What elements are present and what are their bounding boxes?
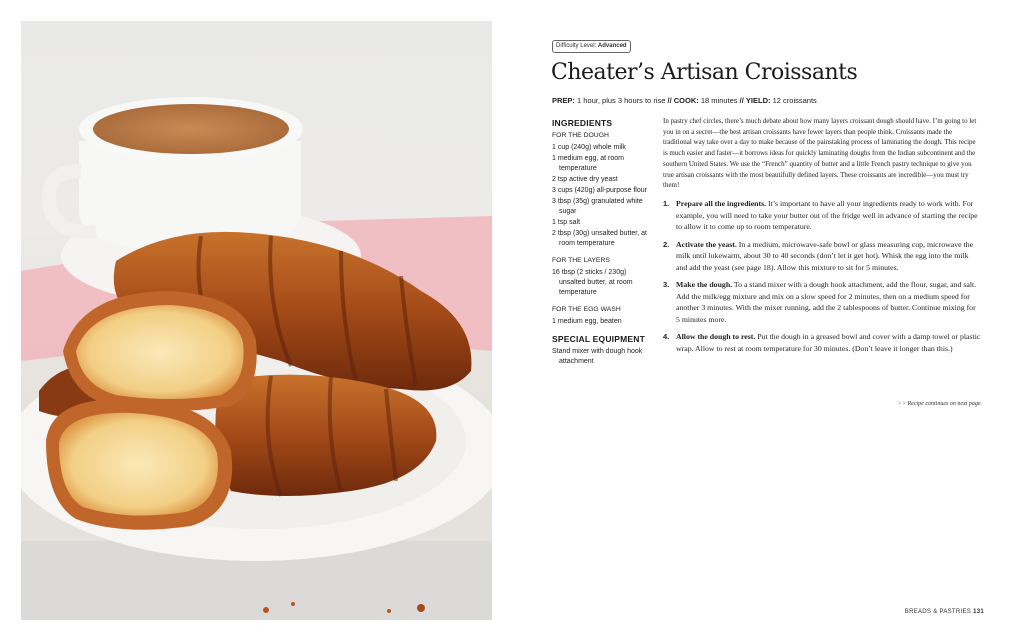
meta-separator: //	[739, 96, 744, 105]
recipe-step	[663, 331, 981, 354]
page-number: 131	[973, 609, 984, 615]
ingredient-group-title: FOR THE EGG WASH	[552, 306, 621, 313]
recipe-step	[663, 239, 981, 274]
step-text: To a stand mixer with a dough hook attachment, add the flour, sugar, and salt. Add the milk/egg mixture and mix on a slow speed for 2 minutes, then on a medium speed for another 3 minutes. With the mixer running, add the 2 tablespoons of butter. Continue mixing for 5 minutes more.	[676, 280, 977, 324]
step-lead: Make the dough.	[676, 280, 733, 289]
yield-label: YIELD:	[745, 96, 771, 105]
step-number: 1.	[663, 199, 670, 208]
step-lead: Allow the dough to rest.	[676, 332, 756, 341]
step-number: 4.	[663, 332, 670, 341]
continues-note: >> Recipe continues on next page.	[897, 401, 982, 407]
equipment-heading: SPECIAL EQUIPMENT	[552, 334, 645, 344]
step-text: In a medium, microwave-safe bowl or glass measuring cup, microwave the milk until lukewarm, about 30 to 40 seconds (don’t let it get hot). Whisk the egg into the milk and add the yeast (see page 18). Allow this mixture to sit for 5 minutes.	[676, 239, 974, 272]
difficulty-label: Difficulty Level:	[556, 43, 597, 49]
difficulty-value: Advanced	[597, 43, 627, 49]
prep-label: PREP:	[552, 96, 575, 105]
ingredient-item: 1 tsp salt	[552, 219, 581, 226]
section-name: BREADS & PASTRIES	[904, 609, 972, 615]
ingredient-group-title: FOR THE LAYERS	[552, 257, 610, 264]
prep-value: 1 hour, plus 3 hours to rise	[577, 96, 666, 105]
step-lead: Activate the yeast.	[676, 239, 737, 249]
ingredient-item: 3 tbsp (35g) granulated white sugar	[552, 198, 643, 215]
recipe-meta	[552, 96, 817, 105]
recipe-step	[663, 198, 981, 233]
recipe-intro: In pastry chef circles, there’s much debate about how many layers croissant dough should have. I’m going to let you in on a secret—the best artisan croissants have fewer layers than people think. Croissants made the traditional way take over a day to make because of the painstaking process of laminating the dough. This recipe is much easier and faster—it borrows ideas for quickly laminating doughs from the Indian subcontinent and the southern United States. We use the “French” quantity of butter and a little French pastry technique to give you true artisan croissants with the most beautifully defined layers. These croissants are incredible—you must try them!	[663, 117, 977, 190]
ingredients-heading: INGREDIENTS	[552, 118, 613, 128]
cook-value: 18 minutes	[700, 96, 738, 105]
ingredient-item: 1 medium egg, beaten	[552, 318, 622, 325]
difficulty-badge	[552, 40, 631, 53]
step-lead: Prepare all the ingredients.	[676, 199, 767, 208]
ingredients-panel	[552, 118, 652, 368]
step-text: Put the dough in a greased bowl and cover with a damp towel or plastic wrap. Allow to rest at room temperature for 30 minutes. (Don’t leave it longer than this.)	[676, 332, 981, 353]
recipe-step	[663, 279, 981, 325]
yield-value: 12 croissants	[772, 96, 817, 105]
step-number: 3.	[663, 280, 670, 289]
step-text: It’s important to have all your ingredients ready to work with. For example, you will need to take your butter out of the fridge well in advance of starting the recipe to allow it to come up to room temperature.	[676, 199, 978, 231]
ingredient-item: 16 tbsp (2 sticks / 230g) unsalted butter, at room temperature	[552, 269, 633, 296]
step-number: 2.	[663, 239, 670, 249]
recipe-title: Cheater’s Artisan Croissants	[551, 60, 858, 85]
ingredient-item: 3 cups (420g) all-purpose flour	[552, 187, 647, 194]
ingredient-item: 2 tsp active dry yeast	[552, 176, 618, 183]
ingredient-item: 1 medium egg, at room temperature	[552, 155, 624, 172]
ingredient-item: 1 cup (240g) whole milk	[552, 144, 626, 151]
recipe-steps	[663, 198, 981, 360]
croissant-photo	[21, 21, 492, 620]
page-footer	[905, 609, 984, 615]
cook-label: COOK:	[673, 96, 699, 105]
equipment-item: Stand mixer with dough hook attachment	[552, 348, 643, 365]
meta-separator: //	[667, 96, 672, 105]
ingredient-group-title: FOR THE DOUGH	[552, 132, 609, 139]
croissant-illustration	[21, 21, 492, 620]
ingredient-item: 2 tbsp (30g) unsalted butter, at room temperature	[552, 230, 647, 247]
